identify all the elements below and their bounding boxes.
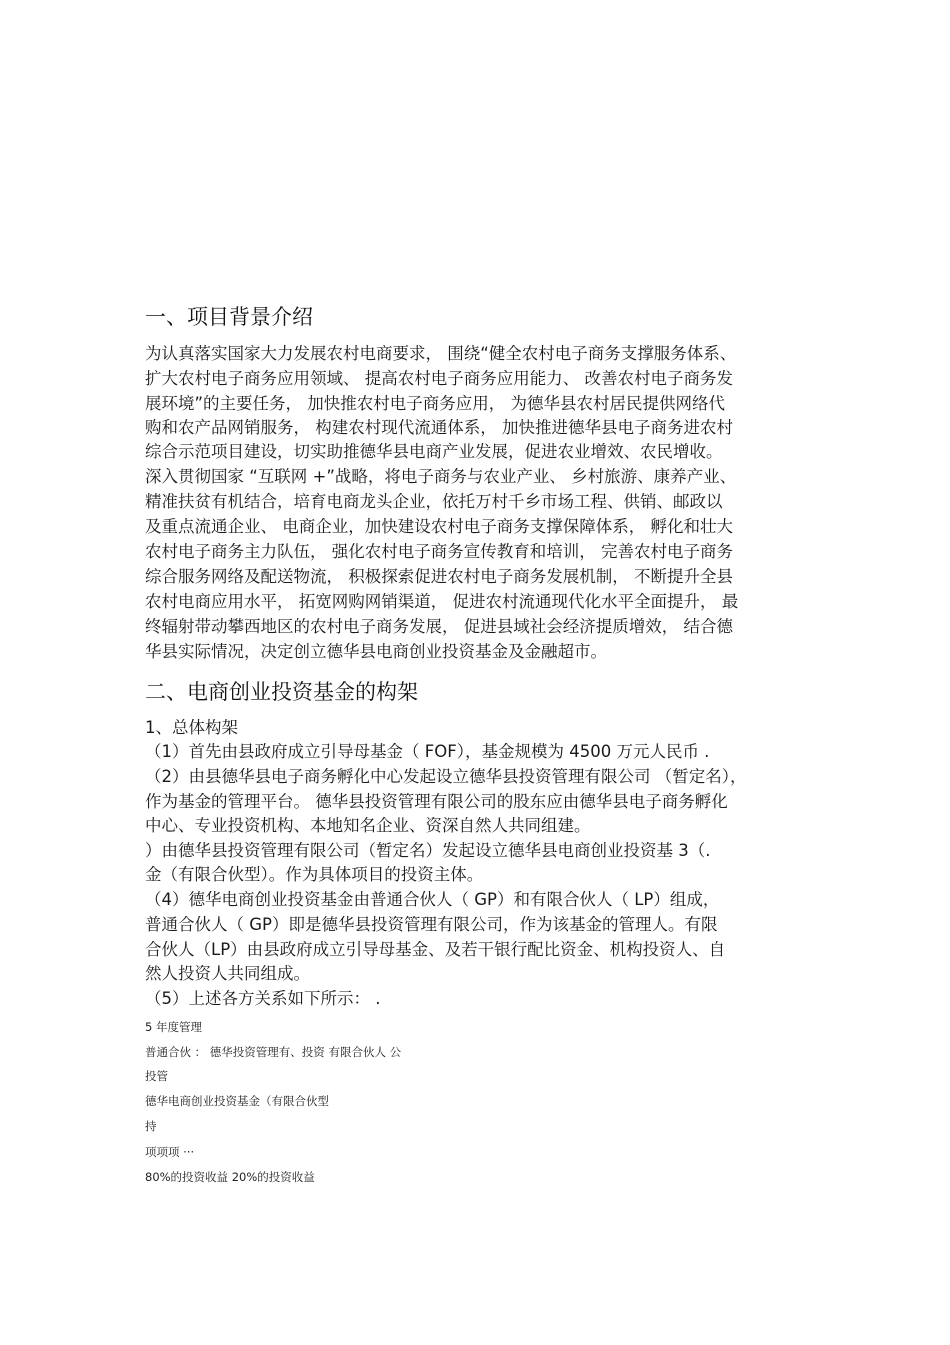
section2-line: 普通合伙人（ GP）即是德华县投资管理有限公司，作为该基金的管理人。有限 <box>145 915 718 934</box>
section2-line: 作为基金的管理平台。 德华县投资管理有限公司的股东应由德华县电子商务孵化 <box>145 792 728 811</box>
section1-line: 精准扶贫有机结合，培育电商龙头企业，依托万村千乡市场工程、供销、邮政以 <box>145 492 723 511</box>
section1-line: 综合服务网络及配送物流， 积极探索促进农村电子商务发展机制， 不断提升全县 <box>145 567 733 586</box>
section2-line: （2）由县德华县电子商务孵化中心发起设立德华县投资管理有限公司 （暂定名）， <box>145 767 747 786</box>
section2-line: （4）德华电商创业投资基金由普通合伙人（ GP）和有限合伙人（ LP）组成， <box>145 890 720 909</box>
section1-line: 华县实际情况，决定创立德华县电商创业投资基金及金融超市。 <box>145 642 607 661</box>
diagram-text: 项项项 ··· <box>145 1145 195 1159</box>
section2-line: ）由德华县投资管理有限公司（暂定名）发起设立德华县电商创业投资基 3（. <box>145 841 711 860</box>
section1-line: 展环境”的主要任务， 加快推农村电子商务应用， 为德华县农村居民提供网络代 <box>145 394 726 413</box>
section1-line: 扩大农村电子商务应用领域、 提高农村电子商务应用能力、 改善农村电子商务发 <box>145 369 733 388</box>
section1-line: 深入贯彻国家 “互联网 +”战略，将电子商务与农业产业、 乡村旅游、康养产业、 <box>145 467 737 486</box>
diagram-text: 持 <box>145 1119 157 1133</box>
section1-line: 终辐射带动攀西地区的农村电子商务发展， 促进县域社会经济提质增效， 结合德 <box>145 617 733 636</box>
section1-line: 为认真落实国家大力发展农村电商要求， 围绕“健全农村电子商务支撑服务体系、 <box>145 344 737 363</box>
section2-heading: 二、电商创业投资基金的构架 <box>145 680 418 704</box>
diagram-text: 5 年度管理 <box>145 1020 202 1034</box>
section1-heading: 一、项目背景介绍 <box>145 305 313 329</box>
section2-line: （1）首先由县政府成立引导母基金（ FOF），基金规模为 4500 万元人民币 . <box>145 742 710 761</box>
section2-line: 然人投资人共同组成。 <box>145 964 310 983</box>
diagram-text: 德华电商创业投资基金（有限合伙型 <box>145 1094 329 1108</box>
section2-line: 合伙人（LP）由县政府成立引导母基金、及若干银行配比资金、机构投资人、自 <box>145 940 726 959</box>
section2-line: 1、总体构架 <box>145 718 238 737</box>
section2-line: 金（有限合伙型）。作为具体项目的投资主体。 <box>145 865 484 884</box>
section1-line: 购和农产品网销服务， 构建农村现代流通体系， 加快推进德华县电子商务进农村 <box>145 418 733 437</box>
section2-line: （5）上述各方关系如下所示： . <box>145 989 381 1008</box>
section1-line: 农村电子商务主力队伍， 强化农村电子商务宣传教育和培训， 完善农村电子商务 <box>145 542 733 561</box>
diagram-text: 普通合伙 ： 德华投资管理有、投资 有限合伙人 公 <box>145 1045 402 1059</box>
section2-line: 中心、专业投资机构、本地知名企业、资深自然人共同组建。 <box>145 816 591 835</box>
diagram-text: 80%的投资收益 20%的投资收益 <box>145 1170 315 1184</box>
section1-line: 农村电商应用水平， 拓宽网购网销渠道， 促进农村流通现代化水平全面提升， 最 <box>145 592 739 611</box>
section1-line: 及重点流通企业、 电商企业，加快建设农村电子商务支撑保障体系， 孵化和壮大 <box>145 517 733 536</box>
diagram-text: 投管 <box>145 1069 168 1083</box>
section1-line: 综合示范项目建设，切实助推德华县电商产业发展，促进农业增效、农民增收。 <box>145 442 723 461</box>
